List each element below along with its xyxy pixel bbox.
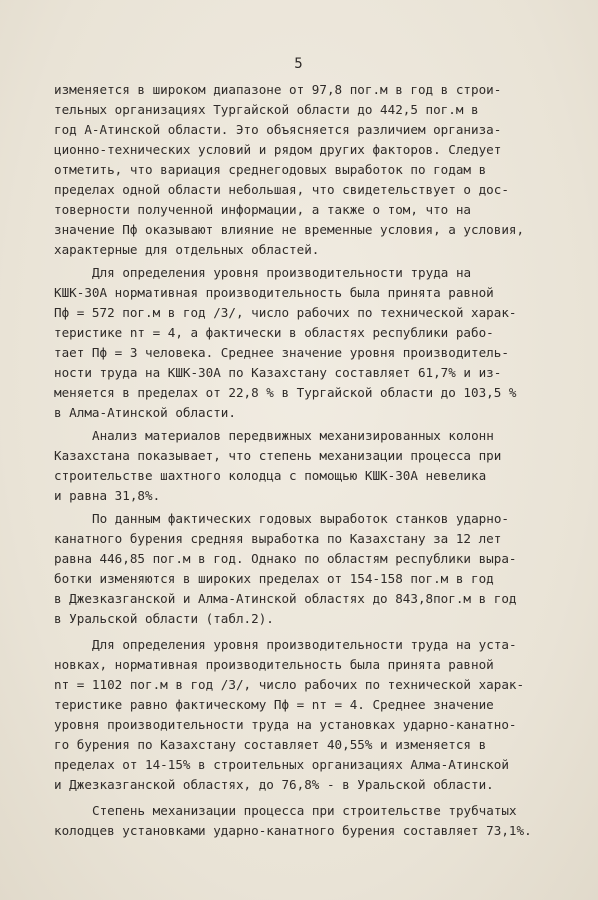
text-line: пределах одной области небольшая, что свидетельствует о дос- bbox=[54, 182, 509, 197]
text-line: канатного бурения средняя выработка по Казахстану за 12 лет bbox=[54, 531, 502, 546]
paragraph bbox=[54, 263, 529, 423]
text-line: характерные для отдельных областей. bbox=[54, 242, 320, 257]
text-line: уровня производительности труда на установках ударно-канатно- bbox=[54, 717, 517, 732]
paragraph bbox=[54, 635, 529, 795]
text-line: равна 446,85 пог.м в год. Однако по областям республики выра- bbox=[54, 551, 517, 566]
text-line: Казахстана показывает, что степень механизации процесса при bbox=[54, 448, 502, 463]
text-line: пределах от 14-15% в строительных организациях Алма-Атинской bbox=[54, 757, 509, 772]
text-line: КШК-30А нормативная производительность была принята равной bbox=[54, 285, 494, 300]
text-line: ности труда на КШК-30А по Казахстану составляет 61,7% и из- bbox=[54, 365, 502, 380]
text-line: Пф = 572 пог.м в год /3/, число рабочих по технической харак- bbox=[54, 305, 517, 320]
text-line: тает Пф = 3 человека. Среднее значение уровня производитель- bbox=[54, 345, 509, 360]
text-line: ботки изменяются в широких пределах от 154-158 пог.м в год bbox=[54, 571, 494, 586]
text-line: товерности полученной информации, а также о том, что на bbox=[54, 202, 472, 217]
text-line: изменяется в широком диапазоне от 97,8 пог.м в год в строи- bbox=[54, 82, 502, 97]
text-line: Для определения уровня производительности труда на bbox=[92, 265, 472, 280]
text-line: тельных организациях Тургайской области до 442,5 пог.м в bbox=[54, 102, 479, 117]
text-line: в Уральской области (табл.2). bbox=[54, 611, 274, 626]
text-line: Степень механизации процесса при строительстве трубчатых bbox=[92, 803, 517, 818]
text-line: новках, нормативная производительность была принята равной bbox=[54, 657, 494, 672]
text-line: Для определения уровня производительности труда на уста- bbox=[92, 637, 517, 652]
paragraph bbox=[54, 801, 532, 841]
text-line: колодцев установками ударно-канатного бурения составляет 73,1%. bbox=[54, 823, 532, 838]
text-line: ционно-технических условий и рядом других факторов. Следует bbox=[54, 142, 502, 157]
text-line: отметить, что вариация среднегодовых выработок по годам в bbox=[54, 162, 487, 177]
text-line: значение Пф оказывают влияние не временные условия, а условия, bbox=[54, 222, 525, 237]
text-line: теристике nт = 4, а фактически в областях республики рабо- bbox=[54, 325, 494, 340]
paragraph bbox=[54, 509, 529, 629]
text-line: и равна 31,8%. bbox=[54, 488, 161, 503]
text-line: го бурения по Казахстану составляет 40,55% и изменяется в bbox=[54, 737, 487, 752]
text-line: теристике равно фактическому Пф = nт = 4. Среднее значение bbox=[54, 697, 494, 712]
page-number: 5 bbox=[294, 56, 304, 72]
text-line: По данным фактических годовых выработок станков ударно- bbox=[92, 511, 510, 526]
text-line: строительстве шахтного колодца с помощью КШК-30А невелика bbox=[54, 468, 487, 483]
paragraph bbox=[54, 80, 529, 260]
text-line: в Алма-Атинской области. bbox=[54, 405, 236, 420]
text-line: в Джезказганской и Алма-Атинской областях до 843,8пог.м в год bbox=[54, 591, 517, 606]
text-line: nт = 1102 пог.м в год /3/, число рабочих по технической харак- bbox=[54, 677, 525, 692]
text-line: меняется в пределах от 22,8 % в Тургайской области до 103,5 % bbox=[54, 385, 517, 400]
text-line: Анализ материалов передвижных механизированных колонн bbox=[92, 428, 494, 443]
paragraph bbox=[54, 426, 529, 506]
body-text bbox=[54, 80, 532, 841]
text-line: год А-Атинской области. Это объясняется различием организа- bbox=[54, 122, 502, 137]
text-line: и Джезказганской областях, до 76,8% - в Уральской области. bbox=[54, 777, 494, 792]
